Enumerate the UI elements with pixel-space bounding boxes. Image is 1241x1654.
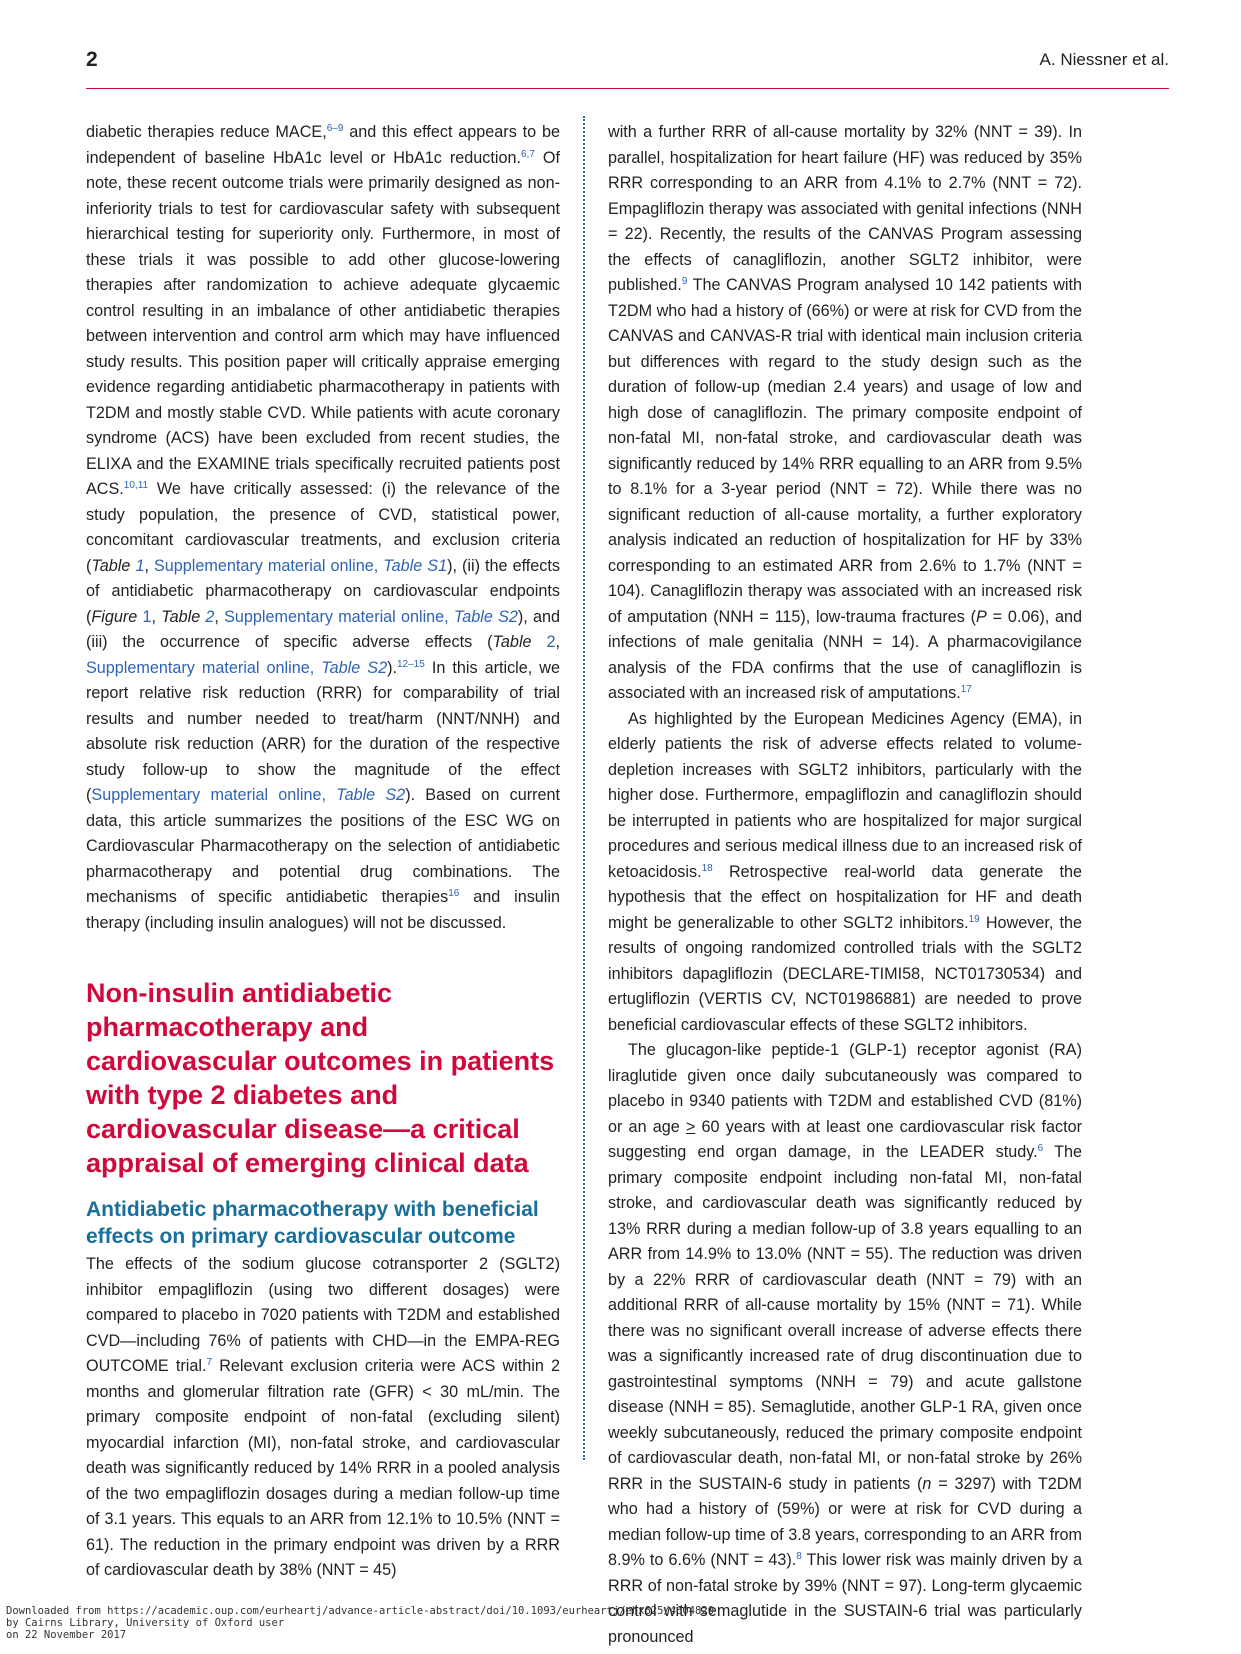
reference-link[interactable]: 9: [681, 276, 688, 287]
table-1-link[interactable]: 1: [135, 556, 145, 575]
reference-link[interactable]: 18: [701, 862, 713, 874]
subsection-heading: Antidiabetic pharmacotherapy with beneficial effects on primary cardiovascular outcome: [86, 1198, 539, 1248]
footer-line: by Cairns Library, University of Oxford user: [6, 1617, 285, 1629]
reference-link[interactable]: 8: [796, 1551, 802, 1562]
footer-line: Downloaded from https://academic.oup.com/eurheartj/advance-article-abstract/doi/10.1093/eurheartj/ehx625/4604820: [6, 1605, 715, 1617]
table-s2-link[interactable]: Table S2: [453, 607, 518, 626]
download-footer: [6, 1605, 714, 1641]
reference-link[interactable]: 7: [206, 1357, 213, 1368]
canagliflozin-paragraph: with a further RRR of all-cause mortality by 32% (NNT = 39). In parallel, hospitalization for heart failure (HF) was reduced by 35% RRR corresponding to an ARR from 4.1% to 2.7% (NNT = 72). Empagliflozin therapy was associated with genital infections (NNH = 22). Recently, the results of the CANVAS Program assessing the effects of canagliflozin, another SGLT2 inhibitor, were published.$^9$ The CANVAS Program analysed 10 142 patients with T2DM who had a history of (66%) or were at risk for CVD from the CANVAS and CANVAS-R trial with identical main inclusion criteria but differences with regard to the study design such as the duration of follow-up (median 2.4 years) and usage of low and high dose of canagliflozin. The primary composite endpoint of non-fatal MI, non-fatal stroke, and cardiovascular death was significantly reduced by 14% RRR equalling to an ARR from 9.5% to 8.1% for a 3-year period (NNT = 72). While there was no significant reduction of all-cause mortality, a further exploratory analysis indicated an reduction of hospitalization for HF by 33% corresponding to an estimated ARR from 2.6% to 1.7% (NNT = 104). Canagliflozin therapy was associated with an increased risk of amputation (NNH = 115), low-trauma fractures (P = 0.06), and infections of male genitalia (NNH = 14). A pharmacovigilance analysis of the FDA confirms that the use of canagliflozin is associated with an increased risk of amputations.$^{17}$: [608, 123, 1082, 702]
reference-link[interactable]: 17: [960, 684, 972, 695]
glp1-paragraph: The glucagon-like peptide-1 (GLP-1) receptor agonist (RA) liraglutide given once daily subcutaneously was compared to placebo in 9340 patients with T2DM and established CVD (81%) or an age > 60 years with at least one cardiovascular risk factor suggesting end organ damage, in the LEADER study.$^6$ The primary composite endpoint including non-fatal MI, non-fatal stroke, and cardiovascular death was significantly reduced by 13% RRR during a median follow-up of 3.8 years equalling to an ARR from 14.9% to 13.0% (NNT = 55). The reduction was driven by a 22% RRR of cardiovascular death (NNT = 79) with an additional RRR of all-cause mortality by 15% (NNT = 71). While there was no significant overall increase of adverse effects there was a significantly increased rate of drug discontinuation due to gastrointestinal symptoms (NNH = 79) and acute gallstone disease (NNH = 85). Semaglutide, another GLP-1 RA, given once weekly subcutaneously, reduced the primary composite endpoint of cardiovascular death, non-fatal MI, or non-fatal stroke by 26% RRR in the SUSTAIN-6 study in patients (n = 3297) with T2DM who had a history of (59%) or were at risk for CVD during a median follow-up time of 3.8 years, corresponding to an ARR from 8.9% to 6.6% (NNT = 43).$^8$ This lower risk was mainly driven by a RRR of non-fatal stroke by 39% (NNT = 97). Long-term glycaemic control with semaglutide in the SUSTAIN-6 trial was particularly pronounced: [608, 1041, 1083, 1646]
left-column: [86, 120, 560, 1584]
supplementary-link[interactable]: Supplementary material online,: [91, 786, 337, 804]
page-header: [86, 48, 1169, 78]
column-divider: [583, 116, 585, 1460]
reference-link[interactable]: 10,11: [123, 480, 149, 491]
page-number: 2: [86, 48, 98, 71]
ema-paragraph: As highlighted by the European Medicines Agency (EMA), in elderly patients the risk of adverse effects related to volume-depletion increases with SGLT2 inhibitors, particularly with the higher dose. Furthermore, empagliflozin and canagliflozin should be interrupted in patients who are hospitalized for major surgical procedures and serious medical illness due to an increased risk of ketoacidosis.$^{18}$ Retrospective real-world data generate the hypothesis that the effect on hospitalization for HF and death might be generalizable to other SGLT2 inhibitors.$^{19}$ However, the results of ongoing randomized controlled trials with the SGLT2 inhibitors dapagliflozin (DECLARE-TIMI58, NCT01730534) and ertugliflozin (VERTIS CV, NCT01986881) are needed to prove beneficial cardiovascular effects of these SGLT2 inhibitors.: [608, 709, 1082, 1034]
reference-link[interactable]: 12–15: [396, 658, 425, 670]
intro-paragraph: diabetic therapies reduce MACE,$^{6-9}$ and this effect appears to be independent of baseline HbA1c level or HbA1c reduction.$^{6,7}$ Of note, these recent outcome trials were primarily designed as non-inferiority trials to test for cardiovascular safety with subsequent hierarchical testing for superiority only. Furthermore, in most of these trials it was possible to add other glucose-lowering therapies after randomization to achieve adequate glycaemic control resulting in an imbalance of other antidiabetic therapies between intervention and control arm which may have influenced study results. This position paper will critically appraise emerging evidence regarding antidiabetic pharmacotherapy in patients with T2DM and mostly stable CVD. While patients with acute coronary syndrome (ACS) have been excluded from recent studies, the ELIXA and the EXAMINE trials specifically recruited patients post ACS.$^{10,11}$ We have critically assessed: (i) the relevance of the study population, the presence of CVD, statistical power, concomitant cardiovascular treatments, and exclusion criteria (Table 1, Supplementary material online, Table S1), (ii) the effects of antidiabetic pharmacotherapy on cardiovascular endpoints (Figure 1, Table 2, Supplementary material online, Table S2), and (iii) the occurrence of specific adverse effects (Table 2, Supplementary material online, Table S2).$^{12-15}$ In this article, we report relative risk reduction (RRR) for comparability of trial results and number needed to treat/harm (NNT/NNH) and absolute risk reduction (ARR) for the duration of the respective study follow-up to show the magnitude of the effect (Supplementary material online, Table S2). Based on current data, this article summarizes the positions of the ESC WG on Cardiovascular Pharmacotherapy on the selection of antidiabetic pharmacotherapy and potential drug combinations. The mechanisms of specific antidiabetic therapies$^{16}$ and insulin therapy (including insulin analogues) will not be discussed.: [86, 123, 560, 932]
figure-1-link[interactable]: 1: [142, 607, 152, 626]
reference-link[interactable]: 6,7: [520, 148, 535, 160]
supplementary-link[interactable]: Supplementary material online,: [154, 556, 384, 575]
empagliflozin-paragraph: The effects of the sodium glucose cotransporter 2 (SGLT2) inhibitor empagliflozin (using two different dosages) were compared to placebo in 7020 patients with T2DM and established CVD—including 76% of patients with CHD—in the EMPA-REG OUTCOME trial.$^7$ Relevant exclusion criteria were ACS within 2 months and glomerular filtration rate (GFR) < 30 mL/min. The primary composite endpoint of non-fatal (excluding silent) myocardial infarction (MI), non-fatal stroke, and cardiovascular death was significantly reduced by 14% RRR in a pooled analysis of the two empagliflozin dosages during a median follow-up time of 3.1 years. This equals to an ARR from 12.1% to 10.5% (NNT = 61). The reduction in the primary endpoint was driven by a RRR of cardiovascular death by 38% (NNT = 45): [86, 1255, 560, 1579]
reference-link[interactable]: 6: [1037, 1143, 1044, 1154]
section-heading: Non-insulin antidiabetic pharmacotherapy and cardiovascular outcomes in patients with type 2 diabetes and cardiovascular disease—a critical appraisal of emerging clinical data: [86, 978, 555, 1178]
footer-line: on 22 November 2017: [6, 1629, 127, 1641]
table-2-link[interactable]: 2: [546, 633, 556, 651]
table-s2-link[interactable]: Table S2: [321, 658, 388, 677]
reference-link[interactable]: 16: [448, 888, 460, 899]
table-2-link[interactable]: 2: [205, 607, 215, 626]
header-rule: [86, 88, 1169, 89]
reference-link[interactable]: 6–9: [326, 123, 344, 134]
right-column: [608, 120, 1082, 1650]
supplementary-link[interactable]: Supplementary material online,: [224, 607, 454, 626]
running-author: A. Niessner et al.: [1039, 50, 1169, 69]
reference-link[interactable]: 19: [968, 913, 980, 925]
table-s1-link[interactable]: Table S1: [383, 556, 448, 575]
table-s2-link[interactable]: Table S2: [336, 786, 406, 804]
supplementary-link[interactable]: Supplementary material online,: [86, 658, 322, 677]
